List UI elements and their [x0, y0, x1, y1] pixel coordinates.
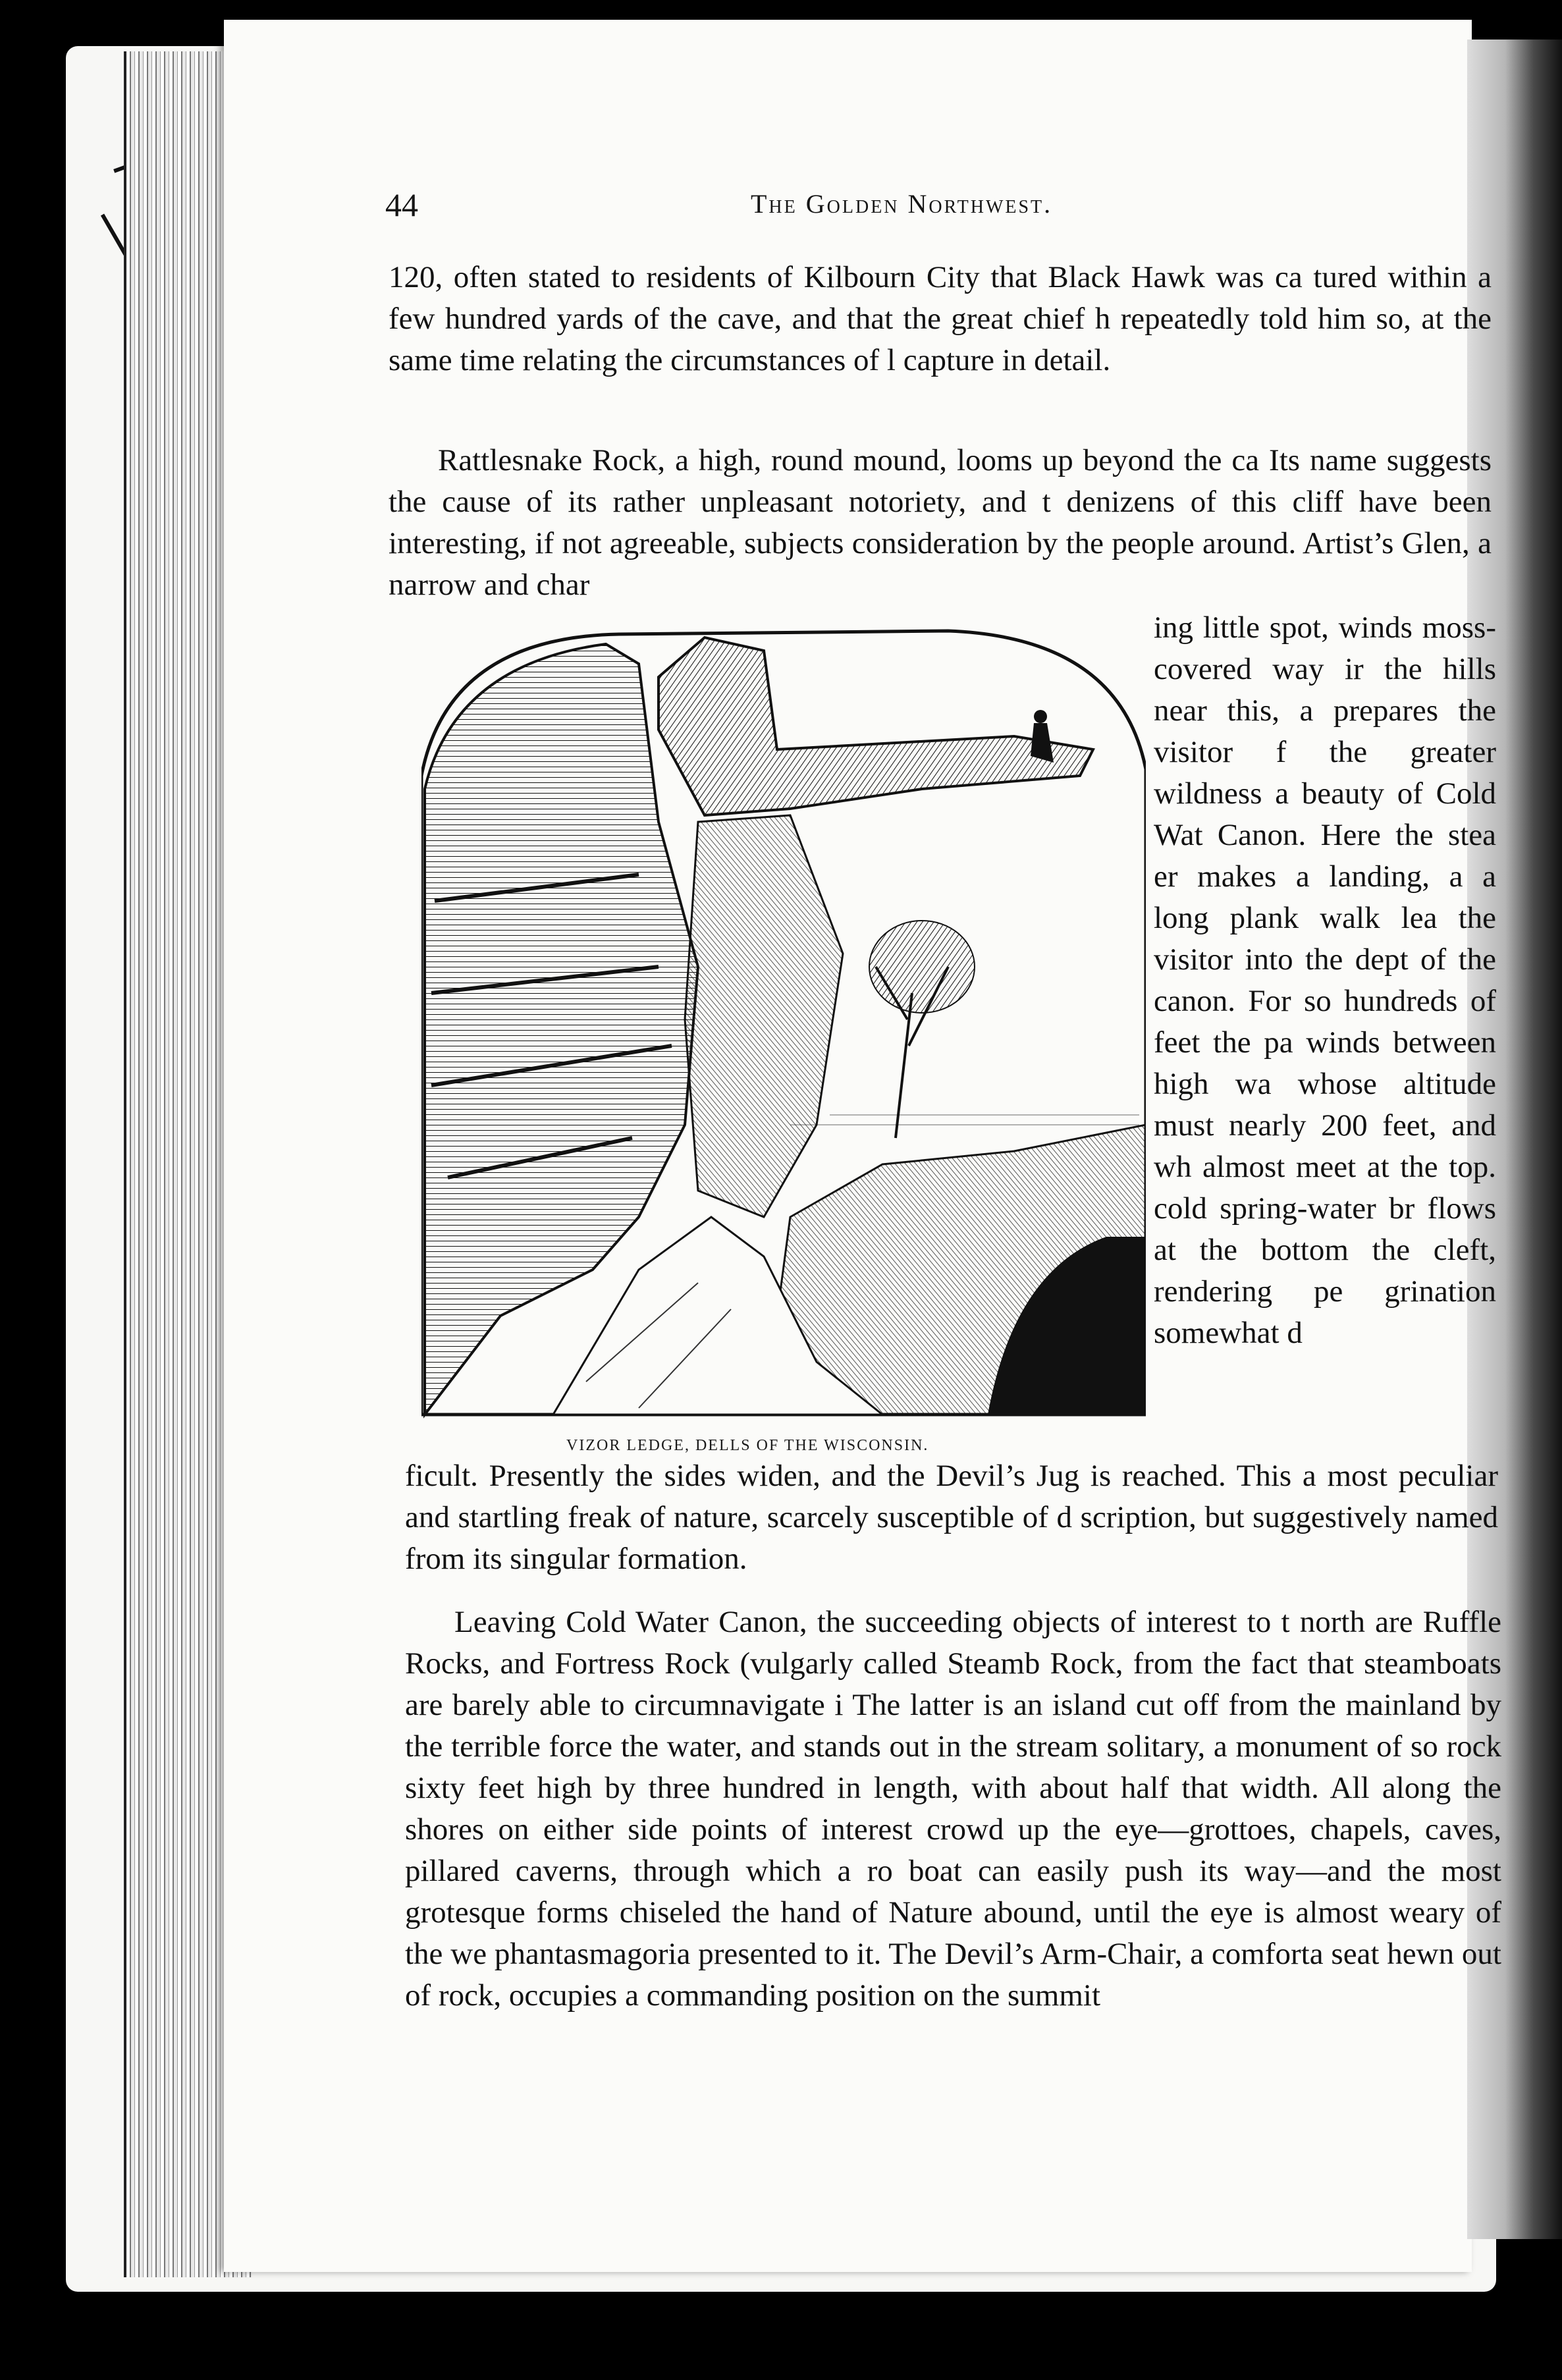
paragraph-1: 120, often stated to residents of Kilbourn City that Black Hawk was ca tured within a few hundred yards of the cave, and that the great chief h repeatedly told him so, at the same time relating the circumstances of l capture in detail.: [389, 260, 1492, 377]
page-number: 44: [385, 186, 418, 223]
paragraph-2-top: Rattlesnake Rock, a high, round mound, looms up beyond the ca Its name suggests the cause of its rather unpleasant notoriety, and t denizens of this cliff have been interesting, if not agreeable, subjects consideration by the people around. Artist’s Glen, a narrow and char: [389, 443, 1492, 602]
paragraph-2-bottom: ficult. Presently the sides widen, and the Devil’s Jug is reached. This a most peculiar and startling freak of nature, scarcely susceptible of d scription, but suggestively named from its singular formation.: [405, 1459, 1498, 1576]
paragraph-3: Leaving Cold Water Canon, the succeeding objects of interest to t north are Ruffle Rocks, and Fortress Rock (vulgarly called Steamb Rock, from the fact that steamboats are barely able to circumnavigate i The latter is an island cut off from the mainland by the terrible force the water, and stands out in the stream solitary, a monument of so rock sixty feet high by three hundred in length, with about half that width. All along the shores on either side points of interest crowd up the eye—grottoes, chapels, caves, pillared caverns, through which a ro boat can easily push its way—and the most grotesque forms chiseled the hand of Nature abound, until the eye is almost weary of the we phantasmagoria presented to it. The Devil’s Arm-Chair, a comforta seat hewn out of rock, occupies a commanding position on the summit: [405, 1605, 1501, 2013]
paragraph-2-side-column: ing little spot, winds moss-covered way ir the hills near this, a prepares the visitor f the greater wildness a beauty of Cold Wat Canon. Here the stea er makes a landing, a a long plank walk lea the visitor into the dept of the canon. For so hundreds of feet the pa winds between high wa whose altitude must nearly 200 feet, and wh almost meet at the top. cold spring-water br flows at the bottom the cleft, rendering pe grination somewhat d: [1154, 610, 1496, 1350]
illustration-caption: VIZOR LEDGE, DELLS OF THE WISCONSIN.: [566, 1437, 929, 1454]
engraving-illustration: [421, 624, 1146, 1421]
running-title: The Golden Northwest.: [751, 189, 1053, 219]
